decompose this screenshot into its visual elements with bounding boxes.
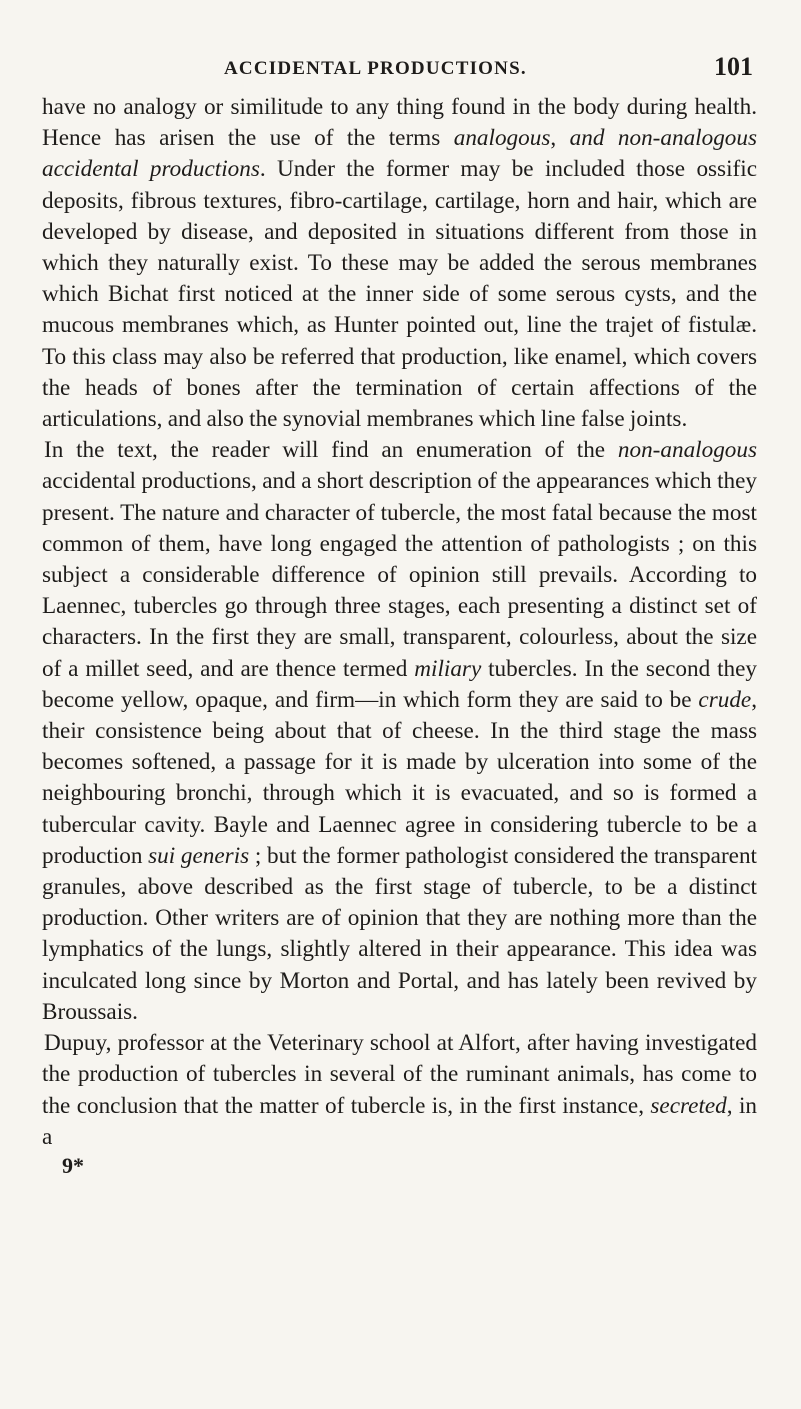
page-header [42, 52, 757, 92]
page-number: 101 [714, 52, 753, 81]
paragraph-3: Dupuy, professor at the Veterinary school at Alfort, after having investigated the production of tubercles in several of the ruminant animals, has come to the conclusion that the matter of tubercle is, in the first instance, secreted, in a [42, 1030, 757, 1150]
paragraph-1: have no analogy or similitude to any thing found in the body during health. Hence has arisen the use of the terms analogous, and non-analogous accidental productions. Under the former may be included those ossific deposits, fibrous textures, fibro-cartilage, cartilage, horn and hair, which are developed by disease, and deposited in situations different from those in which they naturally exist. To these may be added the serous membranes which Bichat first noticed at the inner side of some serous cysts, and the mucous membranes which, as Hunter pointed out, line the trajet of fistulæ. To this class may also be referred that production, like enamel, which covers the heads of bones after the termination of certain affections of the articulations, and also the synovial membranes which line false joints. [42, 94, 758, 433]
paragraph-2: In the text, the reader will find an enumeration of the non-analogous accidental productions, and a short description of the appearances which they present. The nature and character of tubercle, the most fatal because the most common of them, have long engaged the attention of pathologists ; on this subject a considerable difference of opinion still prevails. According to Laennec, tubercles go through three stages, each presenting a distinct set of characters. In the first they are small, transparent, colourless, about the size of a millet seed, and are thence termed miliary tubercles. In the second they become yellow, opaque, and firm—in which form they are said to be crude, their consistence being about that of cheese. In the third stage the mass becomes softened, a passage for it is made by ulceration into some of the neighbouring bronchi, through which it is evacuated, and so is formed a tubercular cavity. Bayle and Laennec agree in considering tubercle to be a production sui generis ; but the former pathologist considered the transparent granules, above described as the first stage of tubercle, to be a distinct production. Other writers are of opinion that they are nothing more than the lymphatics of the lungs, slightly altered in their appearance. This idea was inculcated long since by Morton and Portal, and has lately been revived by Broussais. [42, 437, 757, 1025]
body-text [42, 92, 757, 1153]
signature-mark: 9* [62, 1152, 84, 1178]
running-head: ACCIDENTAL PRODUCTIONS. [224, 58, 527, 79]
